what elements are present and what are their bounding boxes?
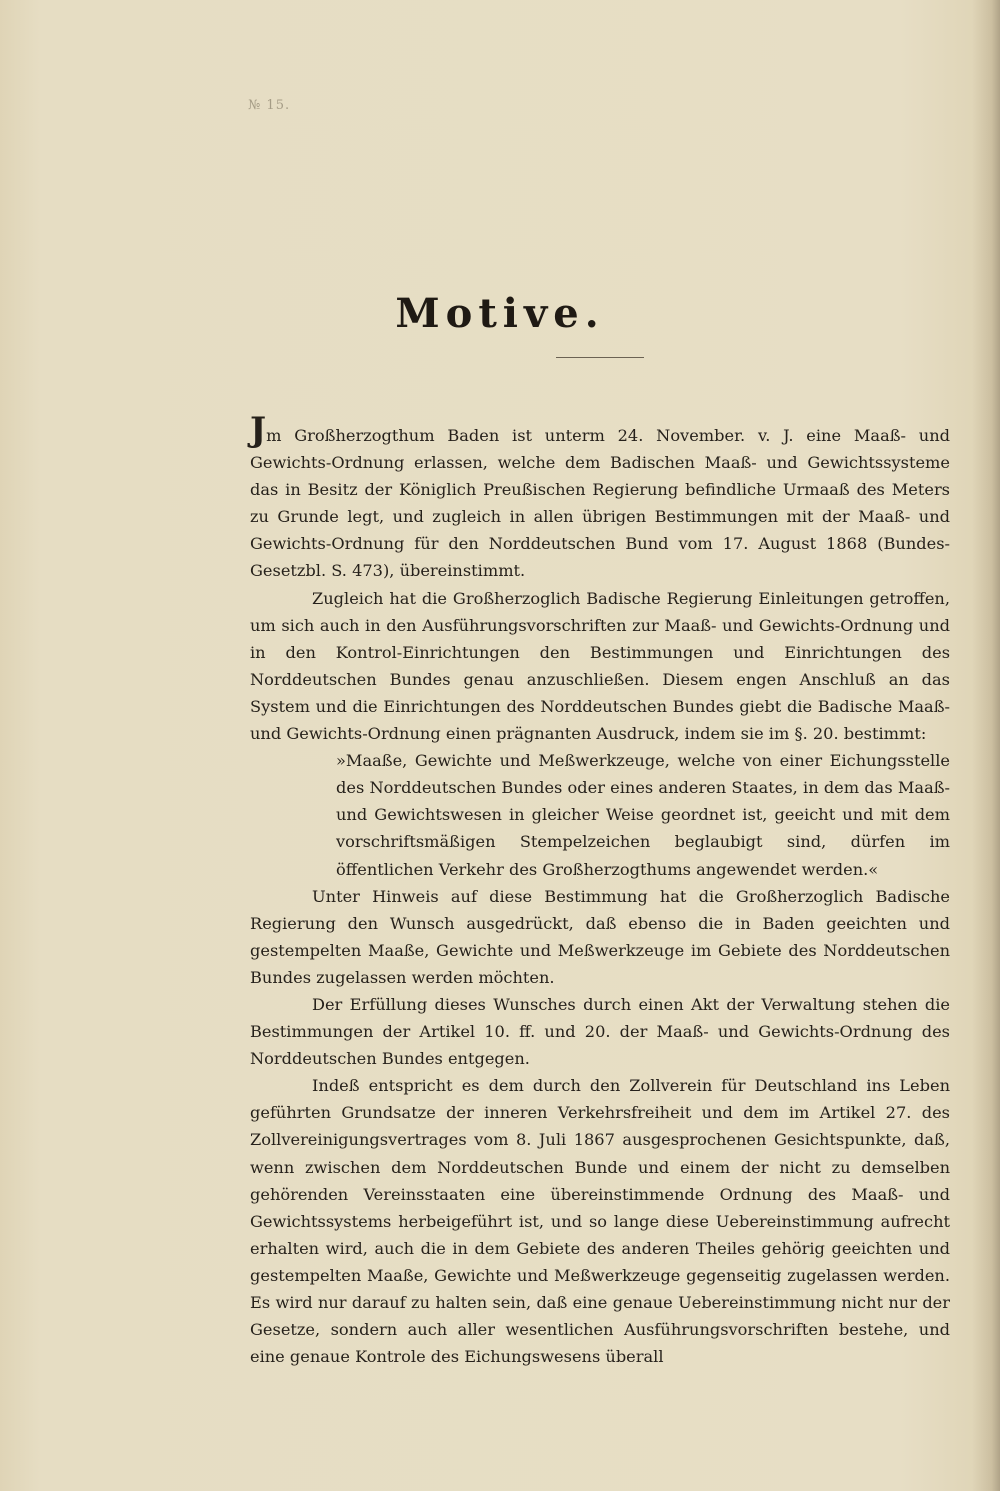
paragraph-5: Indeß entspricht es dem durch den Zollverein für Deutschland ins Leben geführten Grundsatze der inneren Verkehrsfreiheit und dem im Artikel 27. des Zollvereinigungsvertrages vom 8. Juli 1867 ausgesprochenen Gesichtspunkte, daß, wenn zwischen dem Norddeutschen Bunde und einem der nicht zu demselben gehörenden Vereinsstaaten eine übereinstimmende Ordnung des Maaß- und Gewichtssystems herbeigeführt ist, und so lange diese Uebereinstimmung aufrecht erhalten wird, auch die in dem Gebiete des anderen Theiles gehörig geeichten und gestempelten Maaße, Gewichte und Meßwerkzeuge gegenseitig zugelassen werden. Es wird nur darauf zu halten sein, daß eine genaue Uebereinstimmung nicht nur der Gesetze, sondern auch aller wesentlichen Ausführungsvorschriften bestehe, und eine genaue Kontrole des Eichungswesens überall — [250, 1076, 950, 1367]
paragraph-2: Zugleich hat die Großherzoglich Badische Regierung Einleitungen getroffen, um sich auch in den Ausführungsvorschriften zur Maaß- und Gewichts-Ordnung und in den Kontrol-Einrichtungen den Bestimmungen und Einrichtungen des Norddeutschen Bundes genau anzuschließen. Diesem engen Anschluß an das System und die Einrichtungen des Norddeutschen Bundes giebt die Badische Maaß- und Gewichts-Ordnung einen prägnanten Ausdruck, indem sie im §. 20. bestimmt: — [250, 588, 950, 744]
paragraph-text: m Großherzogthum Baden ist unterm 24. November. v. J. eine Maaß- und Gewichts-Ordnung erlassen, welche dem Badischen Maaß- und Gewichtssysteme das in Besitz der Königlich Preußischen Regierung befindliche Urmaaß des Meters zu Grunde legt, und zugleich in allen übrigen Bestimmungen mit der Maaß- und Gewichts-Ordnung für den Norddeutschen Bund vom 17. August 1868 (Bundes-Gesetzbl. S. 473), übereinstimmt. — [250, 426, 950, 581]
paragraph-1 — [250, 410, 950, 585]
page-title: Motive. — [395, 290, 605, 337]
title-divider — [556, 357, 644, 358]
quoted-section: »Maaße, Gewichte und Meßwerkzeuge, welche von einer Eichungsstelle des Norddeutschen Bundes oder eines anderen Staates, in dem das Maaß- und Gewichtswesen in gleicher Weise geordnet ist, geeicht und mit dem vorschriftsmäßigen Stempelzeichen beglaubigt sind, dürfen im öffentlichen Verkehr des Großherzogthums angewendet werden.« — [336, 751, 950, 879]
page-edge-shadow — [972, 0, 1000, 1491]
paragraph-3: Unter Hinweis auf diese Bestimmung hat die Großherzoglich Badische Regierung den Wunsch ausgedrückt, daß ebenso die in Baden geeichten und gestempelten Maaße, Gewichte und Meßwerkzeuge im Gebiete des Norddeutschen Bundes zugelassen werden möchten. — [250, 886, 950, 987]
page-number-mark: № 15. — [248, 98, 291, 113]
paragraph-4: Der Erfüllung dieses Wunsches durch einen Akt der Verwaltung stehen die Bestimmungen der Artikel 10. ff. und 20. der Maaß- und Gewichts-Ordnung des Norddeutschen Bundes entgegen. — [250, 994, 950, 1069]
body-text — [250, 410, 950, 1370]
drop-cap: J — [250, 410, 267, 450]
